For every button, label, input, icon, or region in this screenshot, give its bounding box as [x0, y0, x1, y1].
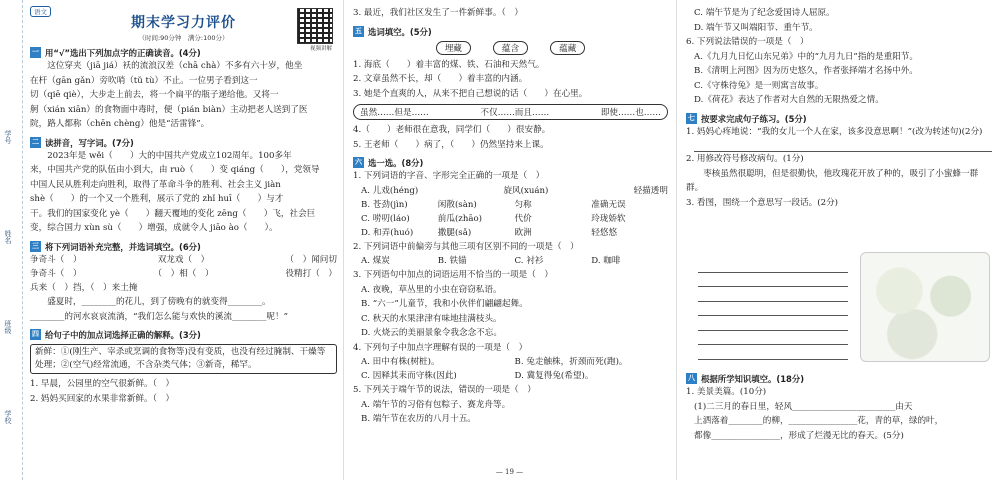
- subject-tag: 语文: [30, 6, 51, 17]
- section-title: 根据所学知识填空。(18分): [701, 374, 805, 384]
- section-6-heading: [353, 157, 668, 169]
- question: 2. 文章虽然不长，却（ ）着丰富的内涵。: [353, 74, 528, 84]
- page-middle: [343, 0, 676, 480]
- idiom: 争奇斗（ ）: [30, 268, 82, 279]
- option: 旋风(xuán): [503, 185, 549, 196]
- conj-option: 不仅……而且……: [480, 108, 550, 118]
- option: C. 端午节是为了纪念爱国诗人屈原。: [694, 8, 835, 18]
- text-line: 来，中国共产党的队伍由小到大，由 ruò（ ）变 qiáng（ ），党领导: [30, 165, 320, 175]
- gutter-label: 学号: [4, 130, 12, 144]
- text-line: 院，路人都称（chēn chèng）他是“活雷锋”。: [30, 119, 210, 129]
- idiom: 兵来（ ）挡，（ ）来土掩: [30, 282, 138, 293]
- question: 4.（ ）老师很在意我，同学们（ ）很安静。: [353, 125, 551, 135]
- option: D. 和弄(huó): [361, 227, 414, 238]
- section-title: 选一选。(8分): [368, 158, 424, 168]
- option: 匀称: [514, 199, 532, 210]
- text-line: 舸（xián xiān）的食物面中毒时，便（pián biàn）主动把老人送到了医: [30, 104, 308, 115]
- section-number: 七: [688, 113, 695, 122]
- question: 2. 用修改符号修改病句。(1分): [686, 154, 804, 164]
- option-row: [353, 355, 668, 369]
- option: D.《荷花》表达了作者对大自然的无限热爱之情。: [694, 95, 884, 105]
- section-title: 给句子中的加点词选择正确的解释。(3分): [45, 330, 201, 340]
- word-option: 蕴含: [493, 41, 528, 55]
- question: 1. 早晨，公园里的空气很新鲜。（ ）: [30, 379, 175, 389]
- text-line: 都像________________，形成了烂漫无比的春天。(5分): [694, 430, 904, 441]
- gutter-label: 学校: [4, 410, 12, 424]
- option: 轻描透明: [633, 185, 668, 196]
- section-number: 六: [355, 158, 362, 166]
- option-row: [353, 198, 668, 212]
- option: 撒腿(sǎ): [437, 227, 472, 238]
- option: 玲珑娇软: [591, 213, 626, 224]
- question: 5. 下列关于端午节的说法，错误的一项是（ ）: [353, 385, 536, 395]
- question: 3. 最近，我们社区发生了一件新鲜事。（ ）: [353, 8, 523, 18]
- question: 1. 妈妈心疼地说：“我的女儿一个人在家，该多没意思啊！”(改为转述句)(2分): [686, 126, 983, 137]
- option: A. 田中有株(树桩)。: [361, 357, 440, 367]
- section-8: [686, 368, 992, 480]
- option: 代价: [514, 213, 532, 224]
- section-number: 五: [355, 26, 362, 35]
- word-option: 埋藏: [436, 41, 471, 55]
- option: 闲散(sàn): [437, 199, 477, 210]
- option: B. 端午节在农历的八月十五。: [361, 414, 476, 424]
- idiom: （ ）相（ ）: [153, 268, 214, 279]
- option: A. 夜晚，草丛里的小虫在窃窃私语。: [361, 284, 502, 295]
- conj-option: 虽然……但是……: [360, 108, 429, 118]
- page-title: 期末学习力评价: [131, 15, 236, 31]
- option-row: [353, 369, 668, 383]
- option: C. 秋天的水果津津有味地挂满枝头。: [361, 313, 502, 324]
- option-row: [353, 212, 668, 226]
- question: 3. 下列语句中加点的词语运用不恰当的一项是（ ）: [353, 270, 553, 280]
- question: 3. 看图，围绕一个意思写一段话。(2分): [686, 197, 839, 208]
- question: 1. 下列词语的字音、字形完全正确的一项是（ ）: [353, 171, 545, 181]
- option: 准确无误: [591, 199, 626, 210]
- option: B.《清明上河图》因为历史悠久，作者张择端才名扬中外。: [694, 66, 918, 76]
- section-number: 三: [32, 241, 39, 250]
- option-row: [353, 226, 668, 240]
- answer-line[interactable]: [694, 139, 992, 152]
- option: C. 唠叨(láo): [361, 213, 410, 224]
- section-7-heading: [686, 113, 992, 125]
- section-title: 选词填空。(5分): [368, 26, 432, 37]
- section-title: 将下列词语补充完整，并选词填空。(6分): [45, 241, 201, 252]
- section-3-heading: [30, 241, 337, 253]
- gutter-label: 班级: [4, 320, 12, 334]
- text-line: shè（ ）的一个又一个胜利，展示了党的 zhǐ huī（ ）与才: [30, 194, 284, 204]
- section-number: 八: [688, 374, 695, 382]
- text-line: 中国人民从胜利走向胜利，取得了革命斗争的胜利、社会主义 jiàn: [30, 179, 281, 190]
- section-number: 一: [32, 48, 39, 56]
- option: A. 儿戏(héng): [361, 185, 419, 196]
- picture-illustration: [860, 252, 990, 362]
- text-line: 2023年是 wěi（ ）大的中国共产党成立102周年。100多年: [47, 150, 292, 161]
- option: B. “六一”儿童节，我和小伙伴们翩翩起舞。: [361, 299, 528, 309]
- text-line: ________的河水哀哀流淌，“我们怎么能与欢快的溪流________呢！”: [30, 311, 289, 322]
- option: C. 因释其耒而守株(因此): [361, 371, 457, 381]
- page-left: [0, 0, 343, 480]
- text-line: 在杆（gān gǎn）旁吹哨（tǔ tù）不止。一位男子看到这一: [30, 75, 258, 86]
- idiom: 争奇斗（ ）: [30, 254, 82, 265]
- section-2-heading: [30, 137, 337, 149]
- option: C.《守株待兔》是一则寓言故事。: [694, 80, 824, 91]
- question: 6. 下列说法错误的一项是（ ）: [686, 37, 809, 47]
- text-line: (1)二三月的春日里，轻风________________________由天: [694, 401, 913, 412]
- section-4-heading: [30, 329, 337, 341]
- option: 欧洲: [514, 227, 532, 238]
- text-line: 干。我们的国家变化 yè（ ）翻天覆地的变化 zēng（ ）飞，社会巨: [30, 208, 316, 219]
- text-line: 上洒落着________的柳，________________花，青的草，绿的叶，: [694, 416, 944, 426]
- text-line: 切（qiē qiè），大步走上前去，将一个扁平的瓶子递给他。又将一: [30, 90, 279, 100]
- question: 5. 王老师（ ）病了，（ ）仍然坚持来上课。: [353, 139, 549, 150]
- option: B. 铁锚: [437, 256, 467, 266]
- gutter-label: 姓名: [4, 230, 12, 244]
- word-bank: [353, 41, 668, 55]
- option: D. 端午节又叫端阳节、重午节。: [694, 22, 818, 33]
- section-8-heading: [686, 373, 992, 385]
- conj-option: 即使……也……: [600, 108, 661, 118]
- qr-label: 视频讲解: [309, 46, 332, 52]
- question: 4. 下列句子中加点字理解有误的一项是（ ）: [353, 342, 528, 353]
- text-line: 变，综合国力 xùn sù（ ）增强，成就令人 jiāo ào（ ）。: [30, 223, 278, 233]
- definition-box: 新鲜：①(刚生产、宰杀或烹调的食物等)没有变质，也没有经过腌制、干燥等处理；②(空气)经常流通，不含杂类气体；③新奇，稀罕。: [30, 344, 337, 374]
- section-title: 按要求完成句子练习。(5分): [701, 113, 807, 124]
- option-row: [353, 254, 668, 268]
- question: 2. 妈妈买回家的水果非常新鲜。（ ）: [30, 393, 175, 404]
- text-line: 枣核虽然很聪明，但是很勤快，他玫瑰花开放了种的，吸引了小蜜蜂一群群。: [686, 168, 979, 193]
- option: A. 煤炭: [361, 256, 390, 266]
- option: B. 兔走触株，折颈而死(跑)。: [514, 357, 628, 367]
- text-line: 盛夏时，________的花儿，到了傍晚有的就变得________。: [47, 297, 271, 307]
- section-title: 用“√”选出下列加点字的正确读音。(4分): [45, 48, 201, 58]
- question: 1. 美景美篇。(10分): [686, 387, 767, 397]
- question: 3. 她是个直爽的人，从来不把自己想说的话（ ）在心里。: [353, 88, 588, 99]
- question: 2. 下列词语中前偏旁与其他三项有区别不同的一项是（ ）: [353, 241, 579, 252]
- page-right: [676, 0, 1000, 480]
- option-row: [353, 184, 668, 198]
- idiom: （ ）闻问切: [285, 254, 337, 265]
- section-5-heading: [353, 26, 668, 38]
- idiom-row: [30, 253, 337, 267]
- idiom: 双龙戏（ ）: [157, 254, 210, 265]
- binding-gutter: [0, 0, 23, 480]
- option: B. 苍劲(jìn): [361, 199, 408, 210]
- option: 轻悠悠: [591, 227, 618, 238]
- option: A. 端午节的习俗有包粽子、赛龙舟等。: [361, 399, 511, 410]
- option: D. 火烧云的美丽景象令我念念不忘。: [361, 328, 502, 338]
- conjunction-bank: [353, 104, 668, 120]
- idiom: 役精打（ ）: [285, 268, 337, 279]
- idiom-row: [30, 267, 337, 281]
- section-1-heading: [30, 47, 337, 59]
- option: D. 冀复得兔(希望)。: [514, 371, 594, 381]
- section-number: 四: [32, 330, 39, 338]
- text-line: 这位穿夹（jiā jiá）袄的流浪汉差（chā chà）不多有六十岁，他坐: [47, 61, 303, 71]
- page-number: — 19 —: [495, 468, 524, 476]
- option: D. 咖啡: [591, 256, 621, 266]
- option: A.《九月九日忆山东兄弟》中的“九月九日”指的是重阳节。: [694, 51, 918, 62]
- section-number: 二: [32, 137, 39, 146]
- option: C. 衬衫: [514, 256, 544, 266]
- question: 1. 海底（ ）着丰富的煤、铁、石油和天然气。: [353, 59, 545, 70]
- option: 前瓜(zhāo): [437, 213, 483, 224]
- section-title: 读拼音，写字词。(7分): [45, 137, 134, 148]
- word-option: 蕴藏: [550, 41, 585, 55]
- writing-lines[interactable]: [698, 258, 848, 360]
- exam-info: （时间:90分钟 满分:100分）: [138, 34, 229, 42]
